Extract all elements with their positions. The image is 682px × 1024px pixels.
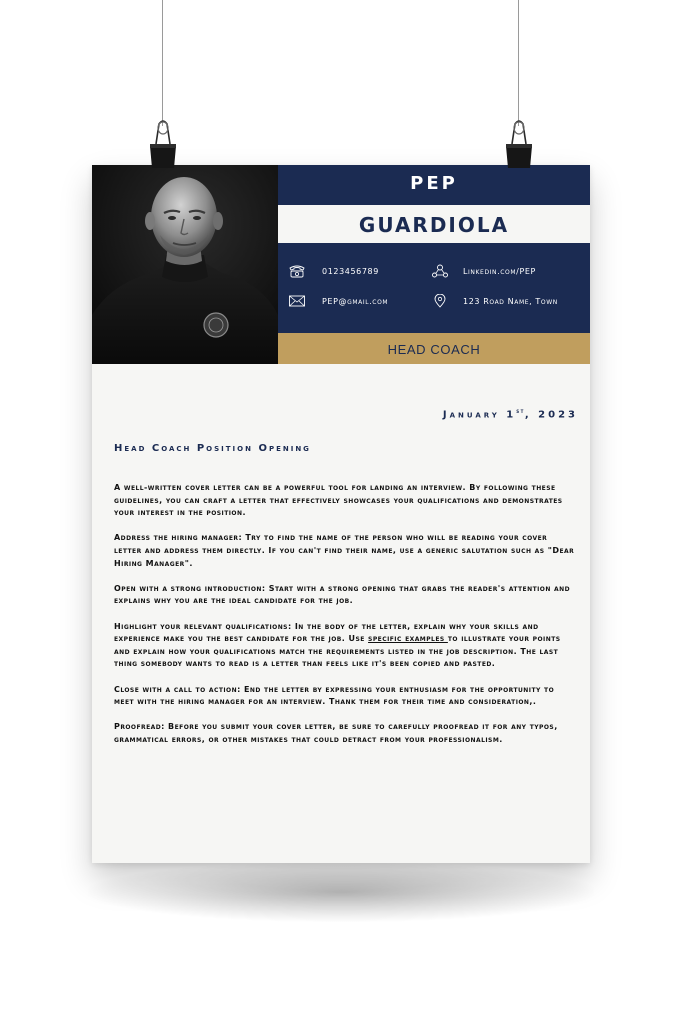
network-icon (431, 264, 449, 278)
letter-date (443, 408, 578, 420)
last-name: GUARDIOLA (358, 213, 510, 237)
mail-icon (288, 294, 306, 308)
paragraph-opening: Open with a strong introduction: Start with a strong opening that grabs the reader's attention and explains why you are the ideal candidate for the job. (114, 583, 571, 606)
job-title: HEAD COACH (387, 342, 481, 357)
qualifications-text-end: to illustrate your points and explain how your qualifications match the requirements listed in the job description. The last thing somebody wants to read is a letter than feels like it's been copied and pasted. (114, 634, 561, 669)
hanging-wire-right (518, 0, 519, 126)
phone-number: 0123456789 (322, 266, 379, 276)
poster-shadow (88, 862, 594, 922)
letter-body (114, 482, 576, 759)
last-name-band (278, 205, 590, 243)
date-month-day: January 1 (442, 409, 517, 421)
paragraph-qualifications (114, 621, 576, 671)
profile-photo (92, 165, 278, 364)
portrait-illustration (92, 165, 278, 364)
role-band (278, 333, 590, 364)
street-address: 123 Road Name, Town (463, 296, 558, 306)
binder-clip-icon (147, 118, 179, 170)
hanging-wire-left (162, 0, 163, 126)
contact-email[interactable] (288, 294, 388, 308)
header-name-band (278, 165, 590, 333)
paragraph-proofread: Proofread: Before you submit your cover letter, be sure to carefully proofread it for any typos, grammatical errors, or other mistakes that could detract from your professionalism. (114, 722, 558, 744)
paragraph-address: Address the hiring manager: Try to find the name of the person who will be reading your cover letter and address them directly. If you can't find their name, use a generic salutation such as "Dear Hiring Manager". (114, 533, 575, 568)
linkedin-url[interactable]: Linkedin.com/PEP (463, 266, 536, 276)
paragraph-intro: A well-written cover letter can be a powerful tool for landing an interview. By following these guidelines, you can craft a letter that effectively showcases your qualifications and demonstrates your interest in the position. (114, 483, 563, 518)
binder-clip-icon (503, 118, 535, 170)
phone-icon (288, 264, 306, 278)
specific-examples-link[interactable]: specific examples (368, 634, 448, 644)
date-ordinal: st (516, 408, 525, 415)
contact-address (431, 294, 558, 308)
contact-linkedin[interactable] (431, 264, 536, 278)
date-year: , 2023 (524, 409, 578, 421)
contact-phone (288, 264, 379, 278)
cover-letter-poster (92, 165, 590, 863)
email-address[interactable]: PEP@gmail.com (322, 296, 389, 306)
first-name: PEP (410, 173, 458, 194)
paragraph-call-to-action: Close with a call to action: End the letter by expressing your enthusiasm for the opportunity to meet with the hiring manager for an interview. Thank them for their time and consideration,. (114, 684, 555, 707)
letter-subject: Head Coach Position Opening (114, 443, 311, 454)
qualifications-text-start: Highlight your relevant qualifications: In the body of the letter, explain why your skills and experience make you the best candidate for the job. Use (114, 621, 539, 644)
location-pin-icon (431, 294, 449, 308)
